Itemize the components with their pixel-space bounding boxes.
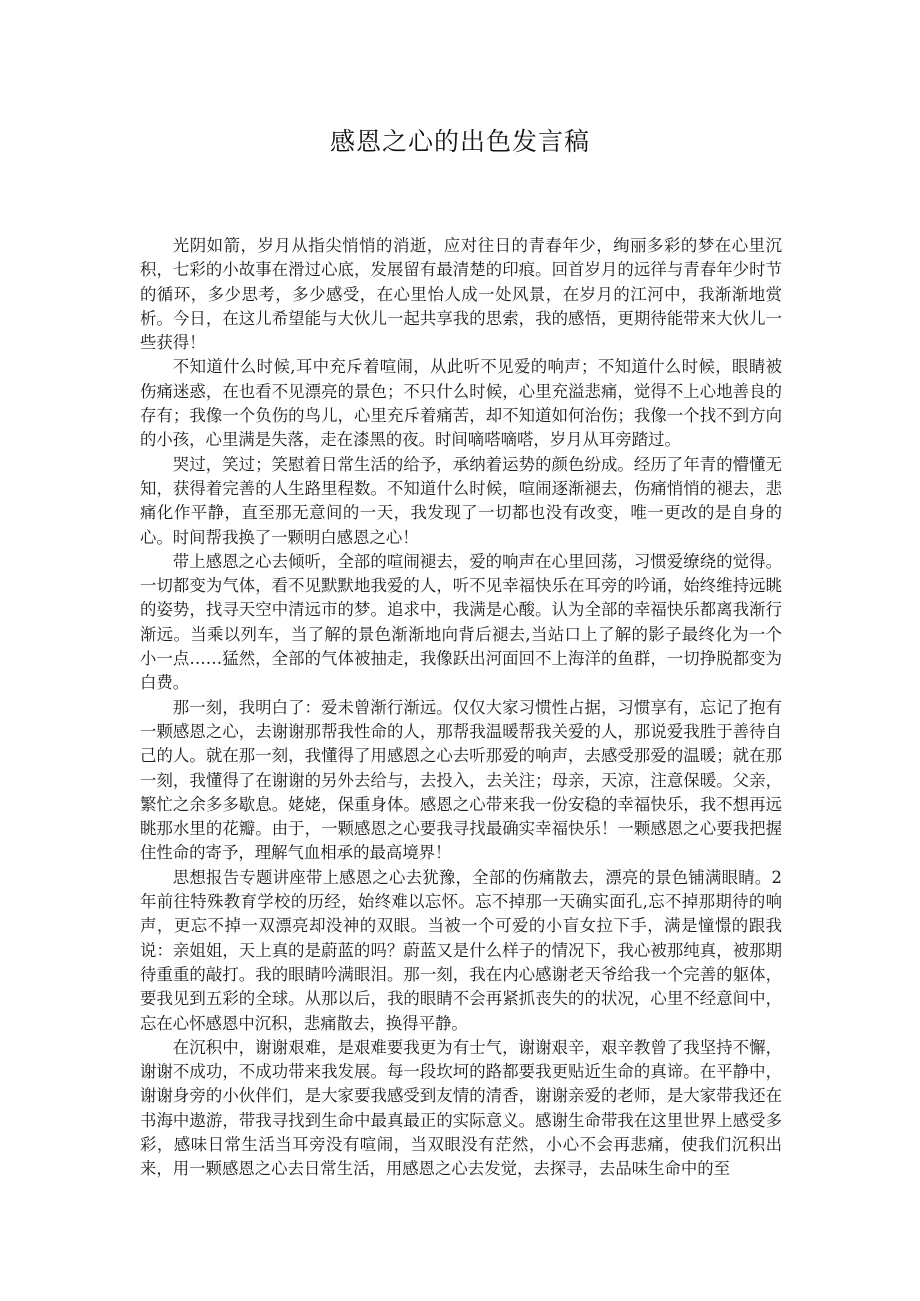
- paragraph-5: 那一刻，我明白了：爱未曾渐行渐远。仅仅大家习惯性占据，习惯享有，忘记了抱有一颗感恩之心，去谢谢那帮我性命的人，那帮我温暖帮我关爱的人，那说爱我胜于善待自己的人。就在那一刻，我懂得了用感恩之心去听那爱的响声，去感受那爱的温暖；就在那一刻，我懂得了在谢谢的另外去给与，去投入，去关注；母亲，天凉，注意保暖。父亲，繁忙之余多多歇息。姥姥，保重身体。感恩之心带来我一份安稳的幸福快乐，我不想再远眺那水里的花瓣。由于，一颗感恩之心要我寻找最确实幸福快乐！一颗感恩之心要我把握住性命的寄予，理解气血相承的最高境界！: [140, 697, 782, 863]
- paragraph-6: 思想报告专题讲座带上感恩之心去犹豫，全部的伤痛散去，漂亮的景色铺满眼睛。2年前往特殊教育学校的历经，始终难以忘怀。忘不掉那一天确实面孔,忘不掉那期待的响声，更忘不掉一双漂亮却没神的双眼。当被一个可爱的小盲女拉下手，满是憧憬的跟我说：亲姐姐，天上真的是蔚蓝的吗？蔚蓝又是什么样子的情况下，我心被那纯真，被那期待重重的敲打。我的眼睛吟满眼泪。那一刻，我在内心感谢老天爷给我一个完善的躯体，要我见到五彩的全球。从那以后，我的眼睛不会再紧抓丧失的的状况，心里不经意间中，忘在心怀感恩中沉积，悲痛散去，换得平静。: [140, 867, 782, 1033]
- document-body: [140, 234, 782, 1182]
- paragraph-2: 不知道什么时候,耳中充斥着喧闹，从此听不见爱的响声；不知道什么时候，眼睛被伤痛迷惑，在也看不见漂亮的景色；不只什么时候，心里充溢悲痛，觉得不上心地善良的存有；我像一个负伤的鸟儿，心里充斥着痛苦，却不知道如何治伤；我像一个找不到方向的小孩，心里满是失落，走在漆黑的夜。时间嘀嗒嘀嗒，岁月从耳旁踏过。: [140, 357, 782, 450]
- paragraph-3: 哭过，笑过；笑慰着日常生活的给予，承纳着运势的颜色纷成。经历了年青的懵懂无知，获得着完善的人生路里程数。不知道什么时候，喧闹逐渐褪去，伤痛悄悄的褪去，悲痛化作平静，直至那无意间的一天，我发现了一切都也没有改变，唯一更改的是自身的心。时间帮我换了一颗明白感恩之心！: [140, 454, 782, 547]
- paragraph-7: 在沉积中，谢谢艰难，是艰难要我更为有士气，谢谢艰辛，艰辛教曾了我坚持不懈，谢谢不成功，不成功带来我发展。每一段坎坷的路都要我更贴近生命的真谛。在平静中，谢谢身旁的小伙伴们，是大家要我感受到友情的清香，谢谢亲爱的老师，是大家带我还在书海中遨游，带我寻找到生命中最真最正的实际意义。感谢生命带我在这里世界上感受多彩，感味日常生活当耳旁没有喧闹，当双眼没有茫然，小心不会再悲痛，使我们沉积出来，用一颗感恩之心去日常生活，用感恩之心去发觉，去探寻，去品味生命中的至: [140, 1037, 782, 1179]
- document-title: 感恩之心的出色发言稿: [329, 127, 590, 156]
- paragraph-1: 光阴如箭，岁月从指尖悄悄的消逝，应对往日的青春年少，绚丽多彩的梦在心里沉积，七彩的小故事在滑过心底，发展留有最清楚的印痕。回首岁月的远徉与青春年少时节的循环，多少思考，多少感受，在心里怡人成一处风景，在岁月的江河中，我渐渐地赏析。今日，在这儿希望能与大伙儿一起共享我的思索，我的感悟，更期待能带来大伙儿一些获得！: [140, 236, 782, 353]
- paragraph-4: 带上感恩之心去倾听，全部的喧闹褪去，爱的响声在心里回荡，习惯爱缭绕的觉得。一切都变为气体，看不见默默地我爱的人，听不见幸福快乐在耳旁的吟诵，始终维持远眺的姿势，找寻天空中清远市的梦。追求中，我满是心酸。认为全部的幸福快乐都离我渐行渐远。当乘以列车，当了解的景色渐渐地向背后褪去,当站口上了解的影子最终化为一个小一点……猛然，全部的气体被抽走，我像跃出河面回不上海洋的鱼群，一切挣脱都变为白费。: [140, 551, 782, 693]
